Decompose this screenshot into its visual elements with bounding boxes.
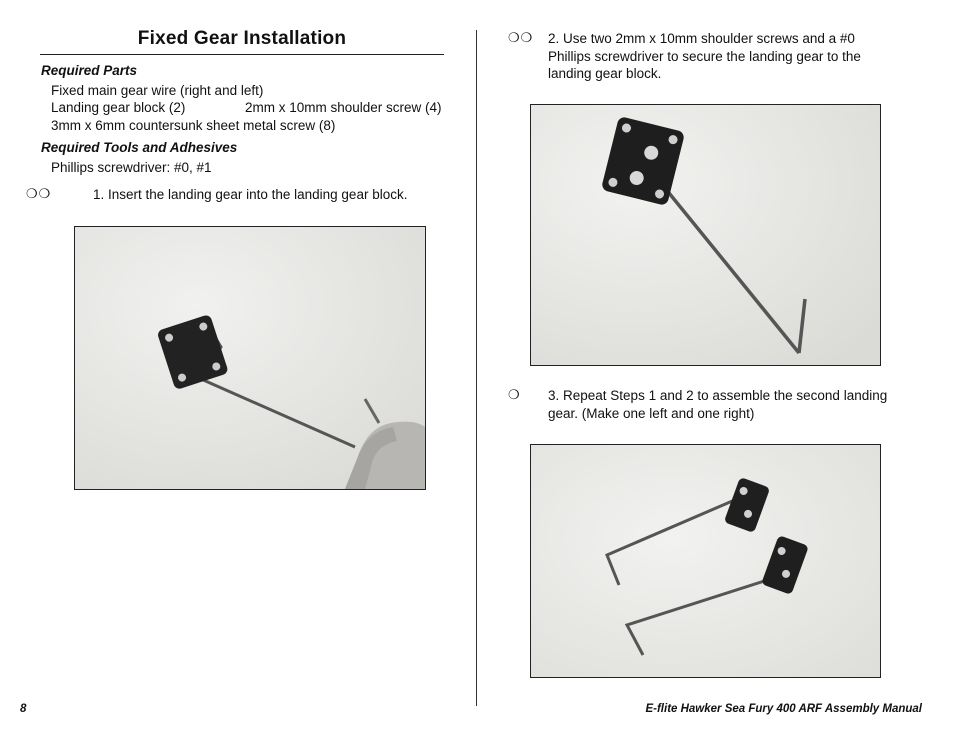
step2-checkbox[interactable]: ❍❍	[508, 30, 534, 45]
parts-line-3: 3mm x 6mm countersunk sheet metal screw (8)	[51, 118, 336, 133]
step3-line-2: gear. (Make one left and one right)	[548, 406, 755, 421]
step1-checkbox[interactable]: ❍❍	[26, 186, 52, 201]
tools-line: Phillips screwdriver: #0, #1	[51, 160, 212, 175]
required-parts-heading: Required Parts	[41, 63, 138, 78]
step2-photo	[530, 104, 881, 366]
parts-line-2b: 2mm x 10mm shoulder screw (4)	[245, 100, 442, 115]
step3-checkbox[interactable]: ❍	[508, 387, 521, 402]
manual-title: E-flite Hawker Sea Fury 400 ARF Assembly Manual	[645, 703, 922, 715]
parts-line-1: Fixed main gear wire (right and left)	[51, 83, 264, 98]
step1-photo	[74, 226, 426, 490]
step3-line-1: 3. Repeat Steps 1 and 2 to assemble the second landing	[548, 388, 888, 403]
tools-heading: Required Tools and Adhesives	[41, 140, 238, 155]
section-title: Fixed Gear Installation	[137, 28, 347, 49]
title-divider	[40, 54, 444, 55]
step2-line-3: landing gear block.	[548, 66, 662, 81]
step2-line-1: 2. Use two 2mm x 10mm shoulder screws and a #0	[548, 31, 855, 46]
step2-line-2: Phillips screwdriver to secure the landing gear to the	[548, 49, 861, 64]
step3-photo	[530, 444, 881, 678]
parts-line-2a: Landing gear block (2)	[51, 100, 186, 115]
column-divider	[476, 30, 477, 706]
page-number: 8	[20, 703, 27, 715]
step1-text: 1. Insert the landing gear into the landing gear block.	[93, 187, 408, 202]
